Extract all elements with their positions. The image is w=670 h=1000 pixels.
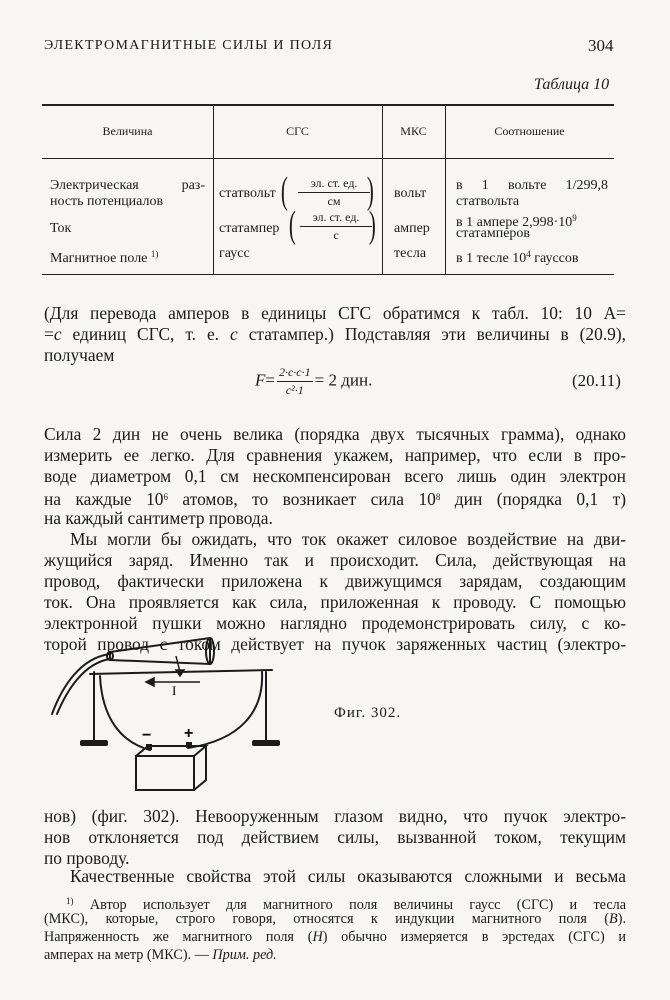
row3-quantity-text: Магнитное поле	[50, 251, 148, 266]
italic-c: с	[230, 324, 238, 344]
table-header-cgs: СГС	[286, 124, 309, 138]
right-rod-base	[252, 740, 280, 746]
text-line: жущийся заряд. Именно так и происходит. Сила, действующая на	[44, 550, 626, 570]
row3-relation-pre: в 1 тесле 10	[456, 251, 527, 266]
text-line: по проводу.	[44, 848, 130, 868]
text-line: ток. Она проявляется как сила, приложенная к проводу. С помощью	[44, 592, 626, 612]
row1-quantity-l2: ность потенциалов	[50, 194, 164, 209]
text-fragment: атомов, то возникает сила 10	[167, 489, 436, 509]
table-header-quantity: Величина	[102, 124, 153, 138]
row2-quantity: Ток	[50, 221, 72, 236]
current-arrowhead	[146, 678, 154, 686]
text-line: нов) (фиг. 302). Невооруженным глазом видно, что пучок электро-	[44, 806, 626, 826]
table-label: Таблица 10	[534, 76, 610, 93]
formula-numerator: 2·c·c·1	[277, 365, 313, 382]
footnote-text: ) обычно измеряется в эрстедах (СГС) и	[322, 929, 627, 945]
row1-right-paren: )	[366, 170, 374, 212]
row2-relation-text: в 1 ампере 2,998·10	[456, 215, 573, 230]
row2-cgs-unit: статампер	[219, 221, 280, 236]
formula-20-11	[255, 365, 372, 398]
row1-relation-l2: статвольта	[456, 194, 520, 209]
row3-relation-post: гауссов	[530, 251, 579, 266]
italic-B: B	[609, 911, 618, 927]
formula-eq: =	[265, 370, 275, 390]
battery-body	[136, 756, 194, 790]
footnote-text: Автор использует для магнитного поля величины гаусс (СГС) и тесла	[73, 897, 626, 913]
text-line: воде диаметром 0,1 см нескомпенсирован всего лишь один электрон	[44, 466, 626, 486]
table-top-rule	[42, 104, 614, 106]
row3-mks-unit: тесла	[394, 246, 427, 261]
page-number: 304	[588, 36, 614, 55]
row2-cgs-num: эл. ст. ед.	[300, 210, 372, 227]
exponent: 8	[435, 492, 441, 502]
beam-arrowhead	[176, 670, 184, 676]
formula-fraction	[277, 365, 313, 398]
formula-lhs: F	[255, 370, 266, 390]
row3-relation	[456, 246, 579, 267]
running-header: ЭЛЕКТРОМАГНИТНЫЕ СИЛЫ И ПОЛЯ	[44, 38, 334, 53]
formula-rhs: = 2 дин.	[314, 370, 373, 390]
text-line: Качественные свойства этой силы оказываются сложными и весьма	[70, 866, 626, 886]
battery-plus-label: +	[184, 725, 194, 742]
row3-quantity	[50, 246, 158, 267]
text-line	[44, 487, 626, 509]
row2-right-paren: )	[368, 204, 376, 246]
exponent: 6	[163, 492, 168, 502]
table-header-relation: Соотношение	[494, 124, 565, 138]
text-fragment: статампер.) Подставляя эти величины в (20.9),	[237, 324, 627, 344]
formula-denominator: c²·1	[285, 383, 304, 397]
row2-cgs-den: с	[333, 228, 339, 242]
text-line: нов отклоняется под действием силы, вызванной током, текущим	[44, 827, 626, 847]
row2-relation-exponent: 9	[572, 213, 577, 223]
row3-cgs-unit: гаусс	[219, 246, 250, 261]
text-fragment: на каждые 10	[44, 489, 164, 509]
text-line: Мы могли бы ожидать, что ток окажет силовое воздействие на дви-	[70, 529, 626, 549]
row1-cgs-den: см	[327, 194, 341, 208]
equation-number: (20.11)	[572, 371, 621, 390]
editor-note: Прим. ред.	[212, 947, 277, 963]
table-header-rule	[42, 158, 614, 159]
row3-footnote-mark: 1)	[150, 249, 159, 259]
row1-mks-unit: вольт	[394, 186, 427, 201]
row2-cgs-fraction	[300, 210, 372, 243]
row3-relation-exponent: 4	[526, 249, 531, 259]
text-line: провод, фактически приложена к движущимся зарядам, создающим	[44, 571, 626, 591]
italic-H: H	[312, 929, 323, 945]
text-line: торой провод с током действует на пучок заряженных частиц (электро-	[44, 634, 626, 654]
footnote-text: Напряженность же магнитного поля (	[44, 929, 313, 945]
left-rod-base	[80, 740, 108, 746]
text-fragment: =	[44, 324, 54, 344]
italic-c: с	[53, 324, 62, 344]
right-lead-wire	[188, 672, 262, 748]
row1-relation-l1: в 1 вольте 1/299,8	[456, 178, 608, 193]
current-label: I	[172, 683, 177, 698]
battery-side	[194, 746, 206, 790]
text-line	[44, 324, 626, 344]
table-bottom-rule	[42, 274, 614, 275]
text-line: получаем	[44, 345, 115, 365]
footnote-line	[44, 947, 626, 964]
text-fragment: единиц СГС, т. е.	[61, 324, 230, 344]
battery-plus-terminal	[186, 742, 192, 748]
text-line: измерить ее легко. Для сравнения укажем, например, что если в про-	[44, 445, 626, 465]
row1-cgs-fraction	[298, 176, 370, 209]
row1-quantity-l1: Электрическая раз-	[50, 178, 205, 193]
units-table	[42, 104, 614, 275]
footnote-text: (МКС), которые, строго говоря, относятся к индукции магнитного поля (	[44, 911, 610, 927]
footnote-text: амперах на метр (МКС). —	[44, 947, 213, 963]
row2-relation-l2: статамперов	[456, 226, 531, 241]
footnote-mark: 1)	[66, 896, 74, 906]
text-line: Сила 2 дин не очень велика (порядка двух тысячных грамма), однако	[44, 424, 626, 444]
row1-left-paren: (	[280, 170, 288, 212]
footnote-line	[44, 911, 626, 928]
row2-left-paren: (	[288, 204, 296, 246]
text-line: электронной пушки можно наглядно продемонстрировать силу, с ко-	[44, 613, 626, 633]
battery-minus-terminal	[146, 744, 152, 750]
footnote-line	[44, 929, 626, 946]
battery-minus-label: −	[142, 727, 152, 744]
row2-mks-unit: ампер	[394, 221, 430, 236]
row1-cgs-unit: статвольт	[219, 186, 276, 201]
row1-cgs-num: эл. ст. ед.	[298, 176, 370, 193]
table-header-mks: МКС	[400, 124, 427, 138]
figure-caption: Фиг. 302.	[334, 705, 402, 721]
electron-gun-cone	[110, 638, 210, 664]
text-line: (Для перевода амперов в единицы СГС обратимся к табл. 10: 10 А=	[44, 303, 626, 323]
text-line: на каждый сантиметр провода.	[44, 508, 273, 528]
footnote-text: ).	[617, 911, 626, 927]
text-fragment: дин (порядка 0,1 т)	[440, 489, 626, 509]
figure-302-electron-gun	[40, 632, 300, 797]
